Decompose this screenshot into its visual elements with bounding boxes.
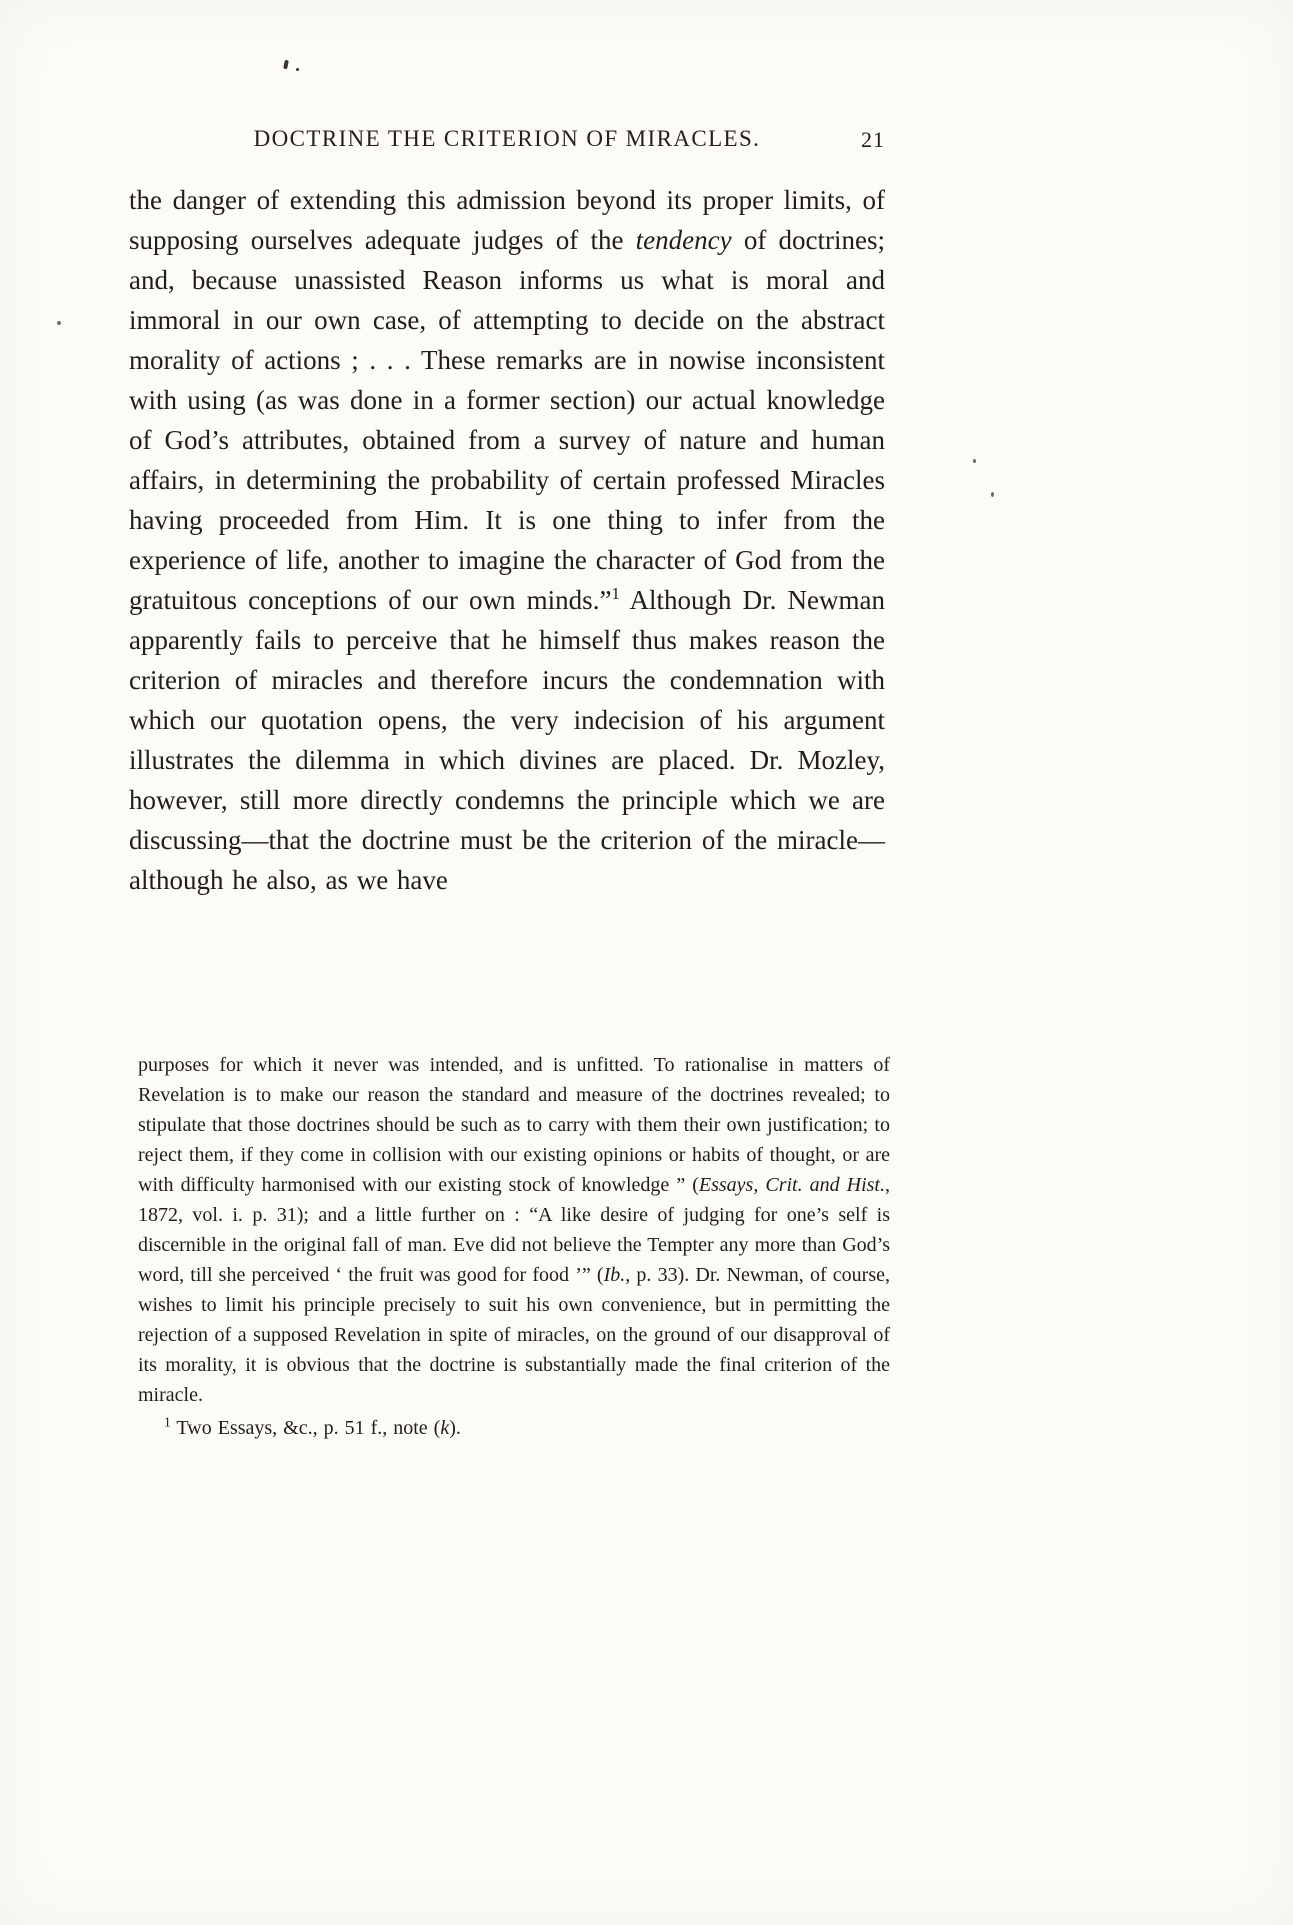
scan-artifact xyxy=(973,459,976,463)
footnote-reference-line xyxy=(138,1413,890,1443)
footnote-text-segment: , p. 33). Dr. Newman, of course, wishes to limit his principle precisely to suit his own convenience, but in permitting the rejection of a supposed Revelation in spite of miracles, on the ground of our disapproval of its morality, it is obvious that the doctrine is substantially made the final criterion of the miracle. xyxy=(138,1264,890,1406)
main-text-block xyxy=(129,180,885,900)
body-text-segment: the danger of extending this admission beyond its proper limits, of supposing ourselves adequate judges of the xyxy=(129,185,885,255)
scan-artifact xyxy=(296,68,299,71)
scan-artifact xyxy=(57,321,61,325)
footnote-text-italic-segment: k xyxy=(440,1417,450,1439)
footnote-text-segment: ). xyxy=(449,1417,461,1439)
footnote-text-segment: , 1872, vol. i. p. 31); and a little further on : “A like desire of judging for one’s self is discernible in the original fall of man. Eve did not believe the Tempter any more than God’s word, till she perceived ‘ the fruit was good for food ’” ( xyxy=(138,1174,890,1286)
footnote-text-segment: purposes for which it never was intended, and is unfitted. To rationalise in matters of Revelation is to make our reason the standard and measure of the doctrines revealed; to stipulate that those doctrines should be such as to carry with them their own justification; to reject them, if they come in collision with our existing opinions or habits of thought, or are with difficulty harmonised with our existing stock of knowledge ” ( xyxy=(138,1054,890,1196)
body-text-italic-segment: tendency xyxy=(635,225,732,255)
scan-artifact xyxy=(283,60,289,70)
body-text-segment: of doctrines; and, because unassisted Reason informs us what is moral and immoral in our own case, of attempting to decide on the abstract morality of actions ; . . . These remarks are in nowise inconsistent with using (as was done in a former section) our actual knowledge of God’s attributes, obtained from a survey of nature and human affairs, in determining the probability of certain professed Miracles having proceeded from Him. It is one thing to infer from the experience of life, another to imagine the character of God from the gratuitous conceptions of our own minds.” xyxy=(129,225,885,615)
footnote-text-segment: Two Essays, &c., p. 51 f., note ( xyxy=(170,1417,441,1439)
running-title: DOCTRINE THE CRITERION OF MIRACLES. xyxy=(253,126,761,151)
footnote-number: 1 xyxy=(164,1414,171,1430)
footnote-continuation xyxy=(138,1050,890,1410)
footnote-text-italic-segment: Ib. xyxy=(603,1264,626,1286)
body-text-segment: Although Dr. Newman apparently fails to perceive that he himself thus makes reason the criterion of miracles and therefore incurs the condemnation with which our quotation opens, the very indecision of his argument illustrates the dilemma in which divines are placed. Dr. Mozley, however, still more directly condemns the principle which we are discussing—that the doctrine must be the criterion of the miracle—although he also, as we have xyxy=(129,585,885,895)
footnote-section xyxy=(138,1050,890,1443)
footnote-marker: 1 xyxy=(611,584,620,603)
footnote-text-italic-segment: Essays, Crit. and Hist. xyxy=(698,1174,885,1196)
body-paragraph xyxy=(129,180,885,900)
scan-artifact xyxy=(991,492,994,497)
page-number: 21 xyxy=(861,127,885,152)
running-head xyxy=(129,126,885,152)
